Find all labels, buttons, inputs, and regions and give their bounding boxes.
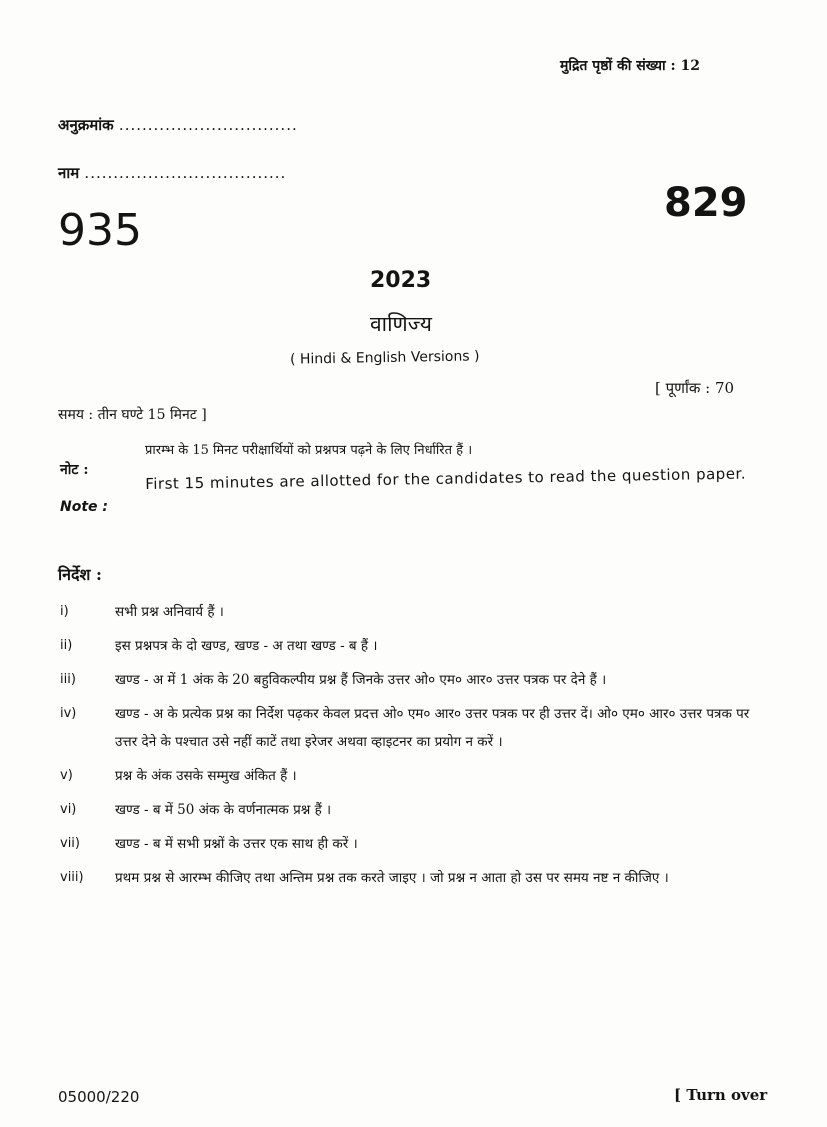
name-dots: ................................... (84, 164, 287, 182)
instruction-item (60, 598, 770, 626)
instruction-text: प्रथम प्रश्न से आरम्भ कीजिए तथा अन्तिम प्रश्न तक करते जाइए । जो प्रश्न न आता हो उस पर समय नष्ट न कीजिए । (115, 870, 669, 886)
exam-year: 2023 (370, 268, 432, 293)
instruction-number: i) (60, 604, 69, 619)
instruction-item (60, 666, 770, 694)
language-versions: ( Hindi & English Versions ) (289, 348, 480, 368)
time-allowed: समय : तीन घण्टे 15 मिनट ] (58, 407, 207, 423)
instruction-number: viii) (60, 870, 84, 885)
roll-number-field (58, 115, 298, 135)
series-code: 935 (58, 205, 142, 256)
instruction-number: ii) (60, 638, 73, 653)
hindi-note-label: नोट : (60, 462, 89, 478)
instruction-item (60, 796, 770, 824)
instruction-text: खण्ड - अ में 1 अंक के 20 बहुविकल्पीय प्रश्न हैं जिनके उत्तर ओ० एम० आर० उत्तर पत्रक पर देने हैं । (115, 672, 607, 688)
instruction-item (60, 700, 770, 756)
candidate-name-field (58, 163, 286, 183)
instruction-number: vi) (60, 802, 77, 817)
instruction-text: खण्ड - अ के प्रत्येक प्रश्न का निर्देश पढ़कर केवल प्रदत्त ओ० एम० आर० उत्तर पत्रक पर ही उत्तर दें। ओ० एम० आर० उत्तर पत्रक पर उत्तर देने के पश्चात उसे नहीं काटें तथा इरेजर अथवा व्हाइटनर का प्रयोग न करें । (115, 706, 750, 750)
instructions-heading: निर्देश : (58, 565, 102, 584)
instruction-text: खण्ड - ब में 50 अंक के वर्णनात्मक प्रश्न हैं । (115, 802, 332, 818)
instruction-text: इस प्रश्नपत्र के दो खण्ड, खण्ड - अ तथा खण्ड - ब हैं । (115, 638, 378, 654)
english-note-text: First 15 minutes are allotted for the candidates to read the question paper. (145, 464, 747, 493)
instruction-text: प्रश्न के अंक उसके सम्मुख अंकित हैं । (115, 768, 297, 784)
subject-title: वाणिज्य (370, 312, 432, 336)
instructions-list (60, 598, 770, 898)
instruction-item (60, 830, 770, 858)
printed-pages-count: मुद्रित पृष्ठों की संख्या : 12 (560, 58, 701, 74)
instruction-item (60, 632, 770, 660)
booklet-code: 05000/220 (58, 1088, 140, 1106)
roll-number-dots: ............................... (118, 116, 298, 134)
instruction-number: v) (60, 768, 73, 783)
roll-number-label: अनुक्रमांक (58, 116, 114, 134)
instruction-number: vii) (60, 836, 80, 851)
instruction-text: खण्ड - ब में सभी प्रश्नों के उत्तर एक साथ ही करें । (115, 836, 358, 852)
instruction-text: सभी प्रश्न अनिवार्य हैं । (115, 604, 224, 620)
instruction-number: iv) (60, 706, 77, 721)
hindi-note-text: प्रारम्भ के 15 मिनट परीक्षार्थियों को प्रश्नपत्र पढ़ने के लिए निर्धारित हैं । (145, 443, 473, 458)
instruction-item (60, 864, 770, 892)
name-label: नाम (58, 164, 80, 182)
english-note-label: Note : (60, 499, 108, 515)
maximum-marks: [ पूर्णांक : 70 (655, 379, 735, 397)
instruction-item (60, 762, 770, 790)
instruction-number: iii) (60, 672, 76, 687)
paper-code: 829 (664, 180, 748, 226)
turn-over-note: [ Turn over (674, 1086, 768, 1104)
